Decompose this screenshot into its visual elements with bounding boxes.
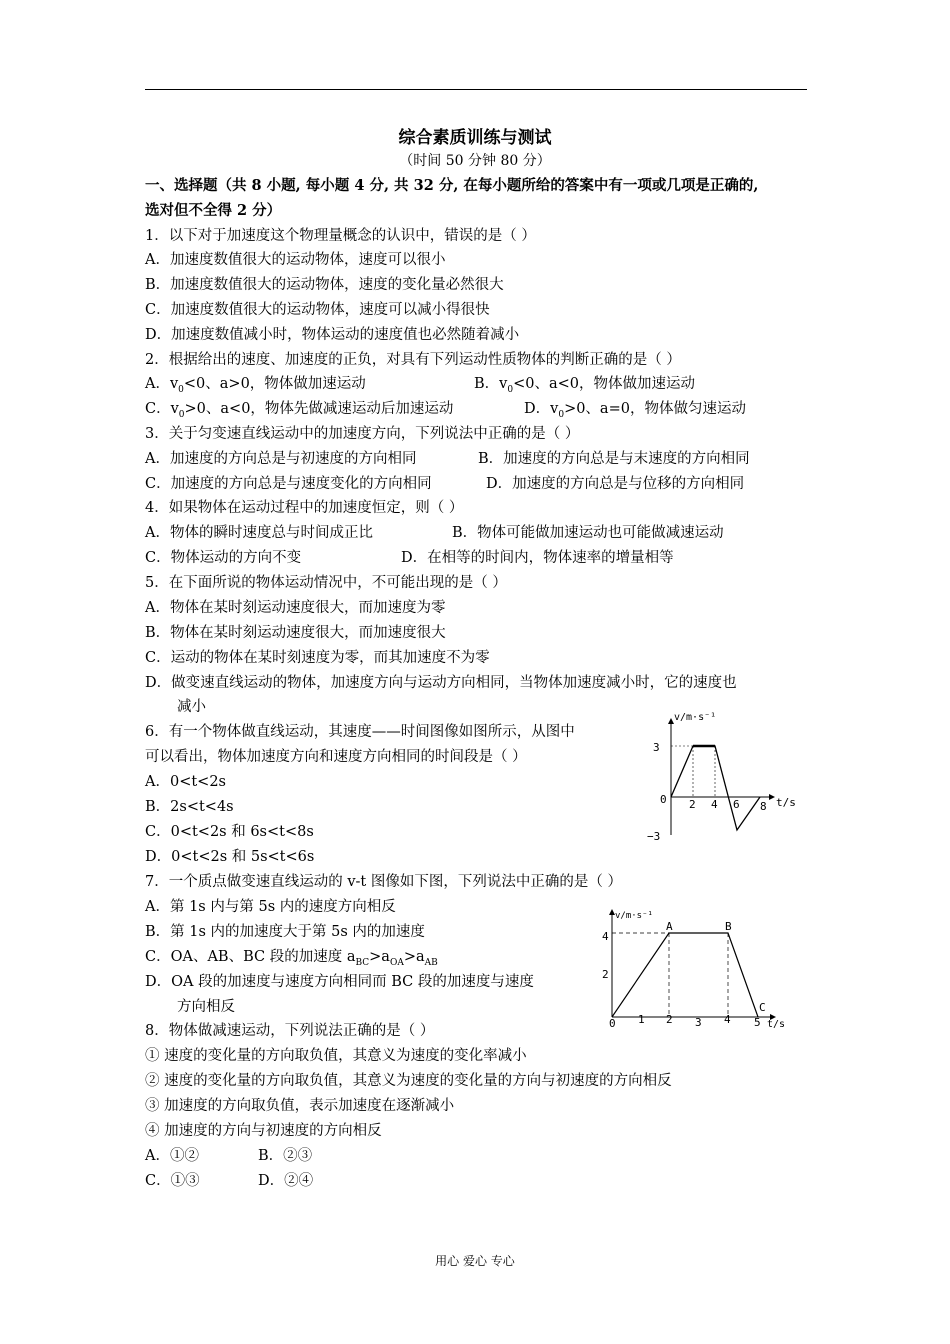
graph1-y-neg: −3 — [647, 830, 661, 843]
graph2-x-tick: 0 — [609, 1017, 616, 1030]
q2-option-c: C．$v_0>0$、a<0，物体先做减速运动后加速运动 — [145, 401, 454, 420]
q5-option-a: A．物体在某时刻运动速度很大，而加速度为零 — [145, 600, 446, 616]
page-title: 综合素质训练与测试 — [398, 128, 552, 148]
q2-option-a: A．$v_0<0$、a>0，物体做加速运动 — [145, 376, 366, 395]
graph1-x-tick: 2 — [689, 798, 696, 811]
q3-option-c: C．加速度的方向总是与速度变化的方向相同 — [145, 476, 432, 492]
graph1-ylabel: v/m·s⁻¹ — [674, 712, 717, 723]
q8-statement-4: ④ 加速度的方向与初速度的方向相反 — [145, 1123, 382, 1139]
graph2-curve — [612, 933, 758, 1017]
q1-option-c: C．加速度数值很大的运动物体，速度可以减小得很快 — [145, 302, 490, 318]
q1-option-d: D．加速度数值减小时，物体运动的速度值也必然随着减小 — [145, 327, 520, 343]
q8-option-c: C．①③ — [145, 1173, 200, 1189]
q7-option-b: B．第 1s 内的加速度大于第 5s 内的加速度 — [145, 924, 425, 940]
q3-stem: 3．关于匀变速直线运动中的加速度方向，下列说法中正确的是（ ） — [145, 426, 580, 442]
graph1-curve — [671, 746, 760, 830]
q6-option-c: C．0<t<2s 和 6s<t<8s — [145, 824, 314, 840]
q6-stem: 6．有一个物体做直线运动，其速度——时间图像如图所示，从图中 — [145, 724, 575, 740]
q5-stem: 5．在下面所说的物体运动情况中，不可能出现的是（ ） — [145, 575, 507, 591]
graph2-y-tick: 4 — [602, 930, 609, 943]
q4-option-b: B．物体可能做加速运动也可能做减速运动 — [452, 525, 724, 541]
graph2-point-label: A — [666, 920, 673, 933]
q5-option-d-cont: 减小 — [177, 699, 206, 715]
q8-option-b: B．②③ — [258, 1148, 313, 1164]
q2-option-d: D．$v_0>0$、a=0，物体做匀速运动 — [524, 401, 746, 420]
q1-option-b: B．加速度数值很大的运动物体，速度的变化量必然很大 — [145, 277, 504, 293]
graph2-xlabel: t/s — [767, 1019, 786, 1030]
q7-option-c: C．OA、AB、BC 段的加速度 $a_{BC}>a_{OA}>a_{AB}$ — [145, 949, 438, 968]
q3-option-b: B．加速度的方向总是与末速度的方向相同 — [478, 451, 750, 467]
q5-option-b: B．物体在某时刻运动速度很大，而加速度很大 — [145, 625, 446, 641]
graph2-ylabel: v/m·s⁻¹ — [615, 911, 653, 921]
top-rule — [145, 89, 807, 90]
section-heading-cont: 选对但不全得 2 分） — [145, 202, 282, 219]
q7-option-a: A．第 1s 内与第 5s 内的速度方向相反 — [145, 899, 396, 915]
graph2-x-tick: 2 — [666, 1013, 673, 1026]
graph1-x-tick: 6 — [733, 798, 740, 811]
q2-stem: 2．根据给出的速度、加速度的正负，对具有下列运动性质物体的判断正确的是（ ） — [145, 352, 681, 368]
q3-option-a: A．加速度的方向总是与初速度的方向相同 — [145, 451, 417, 467]
graph2-point-label: B — [725, 920, 732, 933]
page-subtitle: （时间 50 分钟 80 分） — [399, 153, 551, 169]
graph1-x-tick: 8 — [760, 800, 767, 813]
q4-option-d: D．在相等的时间内，物体速率的增量相等 — [401, 550, 674, 566]
graph1-x-tick: 4 — [711, 798, 718, 811]
q8-statement-3: ③ 加速度的方向取负值，表示加速度在逐渐减小 — [145, 1098, 455, 1114]
graph1-xlabel: t/s — [776, 796, 796, 809]
graph2-x-tick: 3 — [695, 1016, 702, 1029]
q5-option-c: C．运动的物体在某时刻速度为零，而其加速度不为零 — [145, 650, 490, 666]
graph1-vt — [640, 705, 810, 850]
section-heading: 一、选择题（共 8 小题, 每小题 4 分, 共 32 分, 在每小题所给的答案中有一项或几项是正确的, — [145, 177, 759, 194]
q8-statement-2: ② 速度的变化量的方向取负值，其意义为速度的变化量的方向与初速度的方向相反 — [145, 1073, 672, 1089]
q7-option-d: D．OA 段的加速度与速度方向相同而 BC 段的加速度与速度 — [145, 974, 534, 990]
graph2-x-tick: 1 — [638, 1013, 645, 1026]
q4-option-c: C．物体运动的方向不变 — [145, 550, 302, 566]
q6-option-a: A．0<t<2s — [145, 774, 226, 790]
graph2-point-label: C — [759, 1001, 766, 1014]
graph2-vt — [595, 902, 795, 1032]
graph1-y-pos: 3 — [653, 741, 660, 754]
graph2-y-tick: 2 — [602, 968, 609, 981]
q4-stem: 4．如果物体在运动过程中的加速度恒定，则（ ） — [145, 500, 464, 516]
q3-option-d: D．加速度的方向总是与位移的方向相同 — [486, 476, 745, 492]
q7-option-d-cont: 方向相反 — [177, 999, 235, 1015]
q8-statement-1: ① 速度的变化量的方向取负值，其意义为速度的变化率减小 — [145, 1048, 527, 1064]
graph2-x-tick: 4 — [724, 1013, 731, 1026]
q8-stem: 8．物体做减速运动，下列说法正确的是（ ） — [145, 1023, 435, 1039]
q1-stem: 1．以下对于加速度这个物理量概念的认识中，错误的是（ ） — [145, 228, 536, 244]
q6-option-b: B．2s<t<4s — [145, 799, 234, 815]
page-footer: 用心 爱心 专心 — [435, 1254, 515, 1268]
q5-option-d: D．做变速直线运动的物体，加速度方向与运动方向相同，当物体加速度减小时，它的速度也 — [145, 675, 737, 691]
q8-option-d: D．②④ — [258, 1173, 314, 1189]
q1-option-a: A．加速度数值很大的运动物体，速度可以很小 — [145, 252, 446, 268]
q6-option-d: D．0<t<2s 和 5s<t<6s — [145, 849, 315, 865]
graph1-y-zero: 0 — [660, 793, 667, 806]
q2-option-b: B．$v_0<0$、a<0，物体做加速运动 — [474, 376, 695, 395]
q4-option-a: A．物体的瞬时速度总与时间成正比 — [145, 525, 373, 541]
graph2-x-tick: 5 — [754, 1016, 761, 1029]
q6-stem-cont: 可以看出，物体加速度方向和速度方向相同的时间段是（ ） — [145, 749, 527, 765]
q8-option-a: A．①② — [145, 1148, 199, 1164]
q7-stem: 7．一个质点做变速直线运动的 v-t 图像如下图，下列说法中正确的是（ ） — [145, 874, 622, 890]
